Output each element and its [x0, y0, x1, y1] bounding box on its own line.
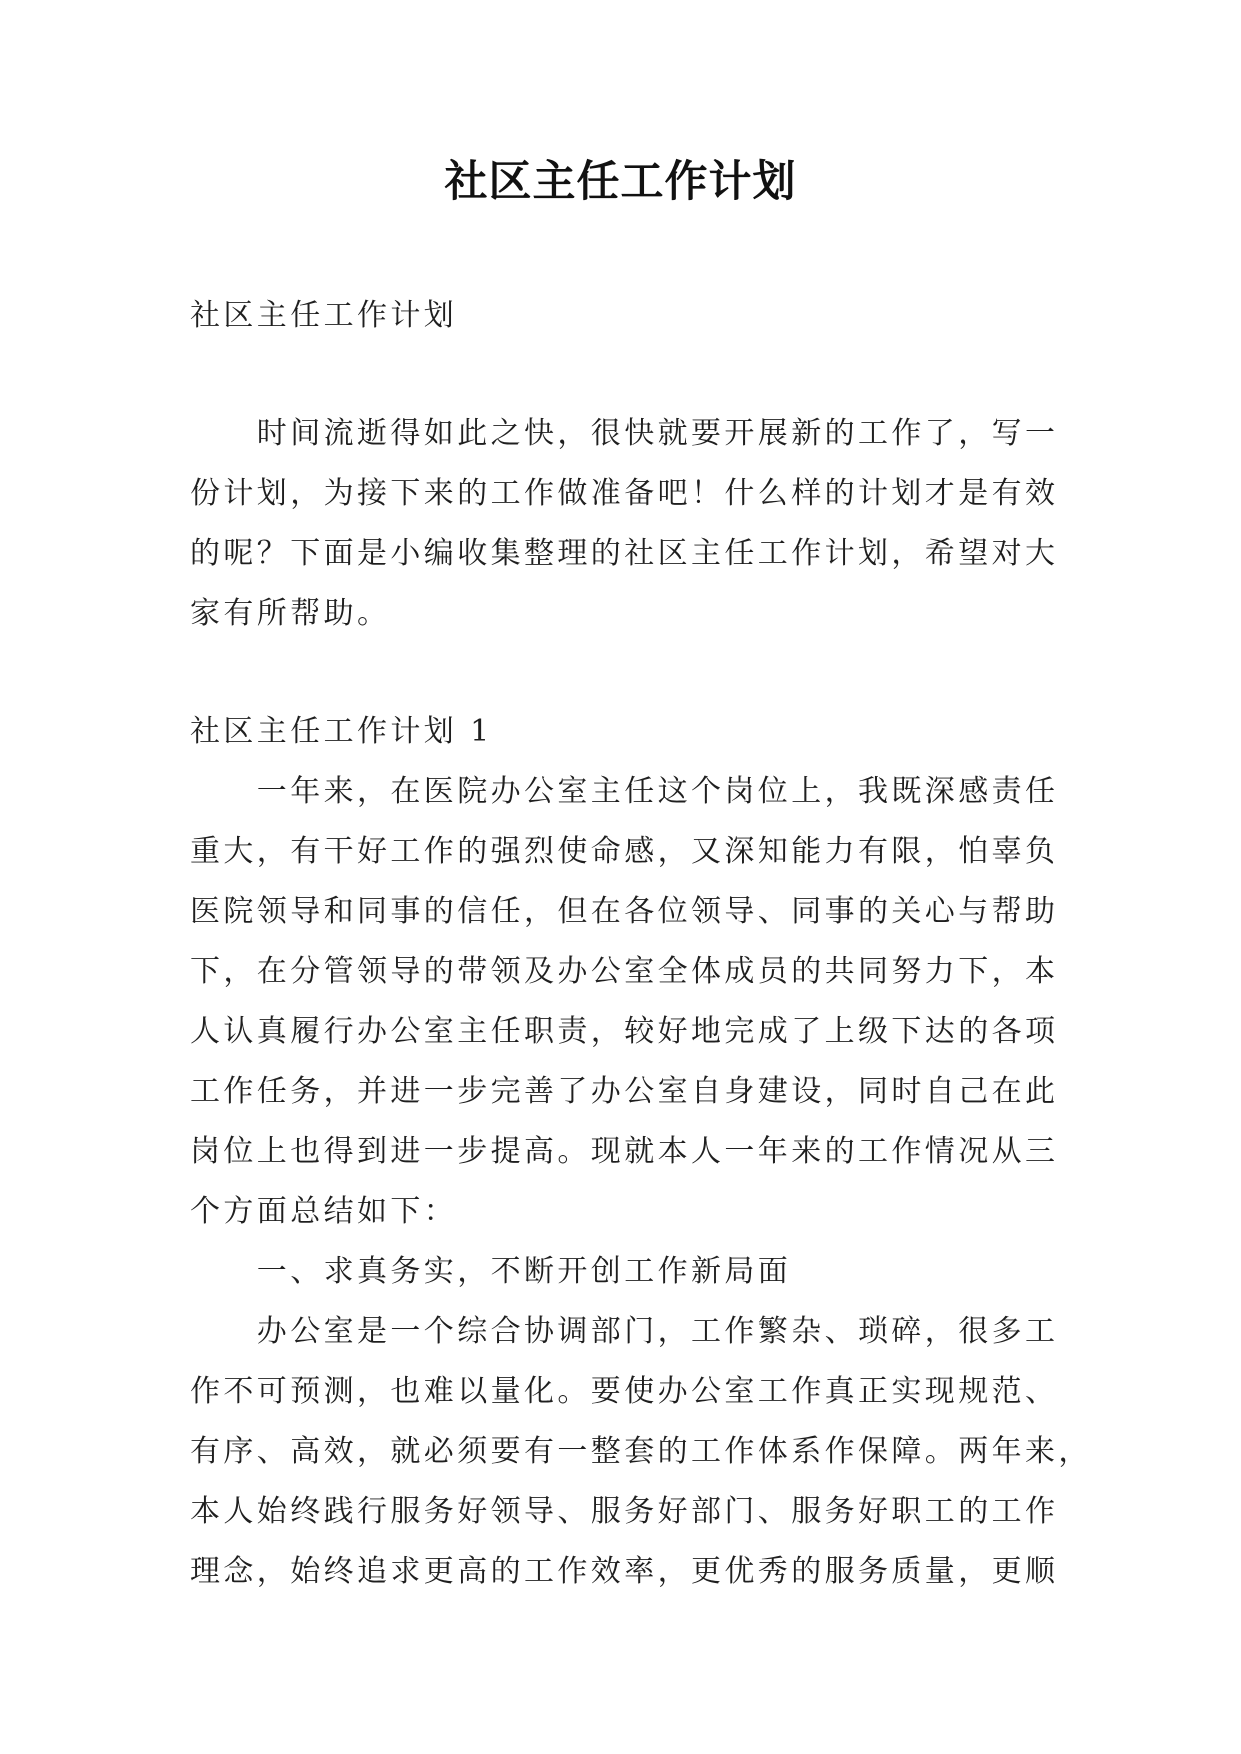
text-line: 时间流逝得如此之快，很快就要开展新的工作了，写一: [190, 416, 1059, 451]
subheading-line: 一、求真务实，不断开创工作新局面: [190, 1254, 792, 1289]
text-line: 工作任务，并进一步完善了办公室自身建设，同时自己在此: [190, 1074, 1059, 1109]
section-heading: [190, 702, 1070, 762]
text-line: 理念，始终追求更高的工作效率，更优秀的服务质量，更顺: [190, 1554, 1059, 1589]
subtitle-line: 社区主任工作计划: [190, 298, 458, 333]
text-line: 办公室是一个综合协调部门，工作繁杂、琐碎，很多工: [190, 1314, 1059, 1349]
text-line: 重大，有干好工作的强烈使命感，又深知能力有限，怕辜负: [190, 834, 1059, 869]
text-line: 有序、高效，就必须要有一整套的工作体系作保障。两年来，: [190, 1434, 1092, 1469]
text-line: 个方面总结如下：: [190, 1194, 458, 1229]
text-line: 下，在分管领导的带领及办公室全体成员的共同努力下，本: [190, 954, 1059, 989]
text-line: 医院领导和同事的信任，但在各位领导、同事的关心与帮助: [190, 894, 1059, 929]
document-title: 社区主任工作计划: [444, 157, 797, 207]
text-line: 本人始终践行服务好领导、服务好部门、服务好职工的工作: [190, 1494, 1059, 1529]
section-body: [190, 762, 1092, 1602]
text-line: 人认真履行办公室主任职责，较好地完成了上级下达的各项: [190, 1014, 1059, 1049]
text-line: 份计划，为接下来的工作做准备吧！什么样的计划才是有效: [190, 476, 1059, 511]
text-line: 岗位上也得到进一步提高。现就本人一年来的工作情况从三: [190, 1134, 1059, 1169]
document-subtitle: [190, 286, 1070, 346]
text-line: 家有所帮助。: [190, 596, 391, 631]
intro-paragraph: [190, 404, 1070, 644]
text-line: 作不可预测，也难以量化。要使办公室工作真正实现规范、: [190, 1374, 1059, 1409]
section-heading-line: 社区主任工作计划 1: [190, 714, 493, 749]
text-line: 一年来，在医院办公室主任这个岗位上，我既深感责任: [190, 774, 1059, 809]
text-line: 的呢？下面是小编收集整理的社区主任工作计划，希望对大: [190, 536, 1059, 571]
